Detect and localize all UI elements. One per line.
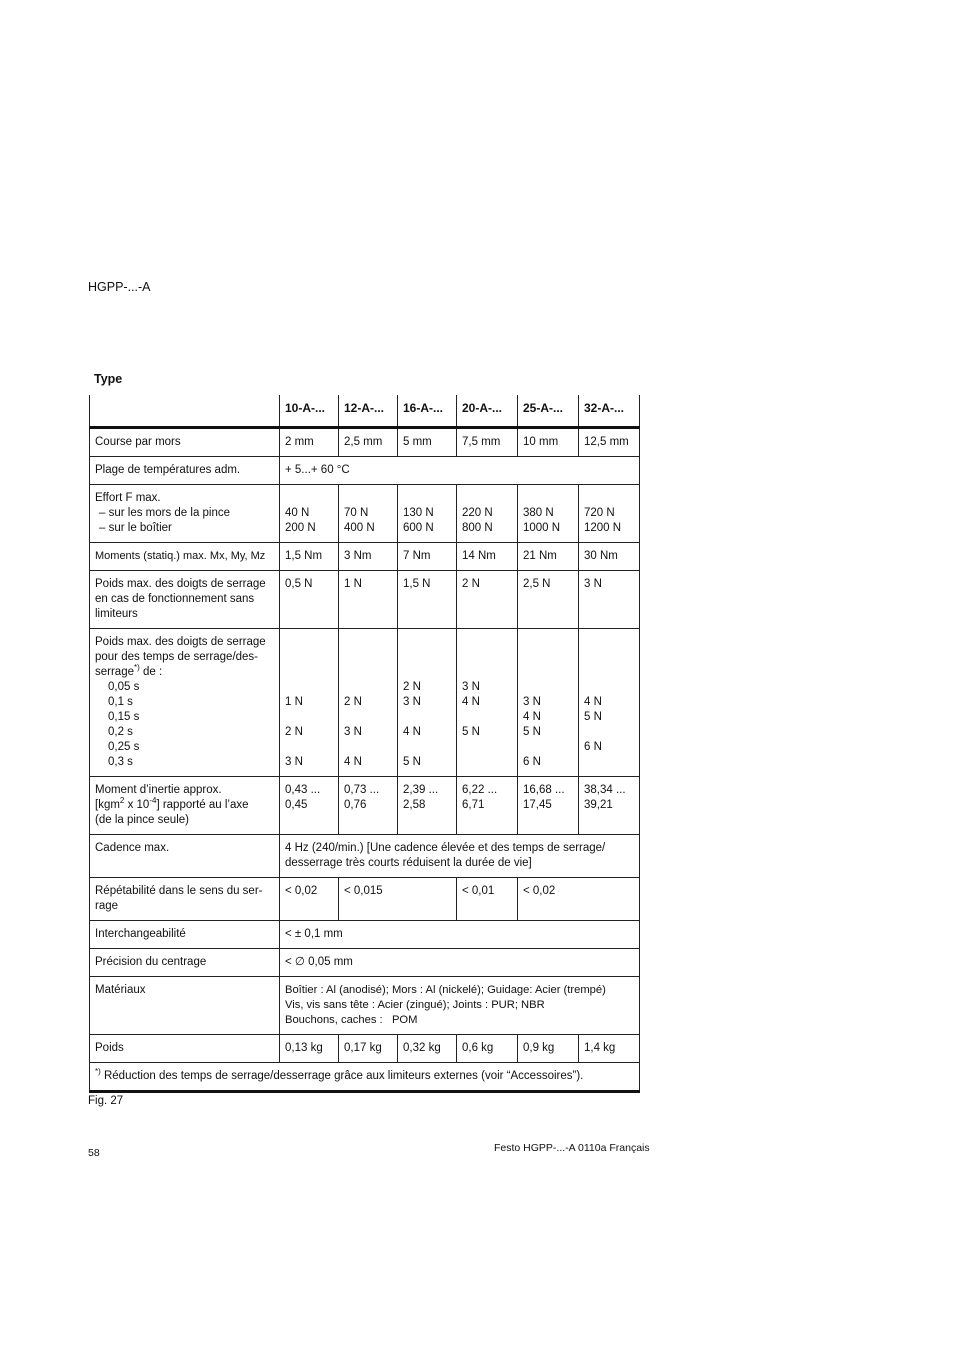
cell-value: 0,13 kg [280,1035,339,1063]
row-label: Poids max. des doigts de serrage pour des temps de serrage/des- serrage*) de : 0,05 s 0,1 s 0,15 s 0,2 s 0,25 s 0,3 s [90,629,280,777]
cell-value: 0,17 kg [339,1035,398,1063]
table-header-row [90,395,640,428]
footer-text: Festo HGPP-...-A 0110a Français [494,1142,650,1154]
cell-value: 4 N 5 N 6 N [579,629,640,777]
cell-value: 1,5 N [398,571,457,629]
type-label: Type [94,372,123,386]
header-empty-cell [90,395,280,428]
cell-value: 10 mm [518,428,579,457]
cell-value: 0,5 N [280,571,339,629]
table-row [90,777,640,835]
cell-value: 38,34 ... 39,21 [579,777,640,835]
row-label: Matériaux [90,977,280,1035]
cell-value: 7,5 mm [457,428,518,457]
cell-value: < 0,02 [280,878,339,921]
cell-value: 1,5 Nm [280,543,339,571]
table-row [90,878,640,921]
table-row [90,1035,640,1063]
cell-value: 130 N 600 N [398,485,457,543]
spec-table [89,395,640,1093]
cell-value: 0,6 kg [457,1035,518,1063]
cell-value: < 0,01 [457,878,518,921]
row-label: Poids max. des doigts de serrage en cas de fonctionnement sans limiteurs [90,571,280,629]
cell-value: 2,5 N [518,571,579,629]
cell-value: < 0,015 [339,878,457,921]
footnote-row [90,1063,640,1092]
cell-value: 2 N [457,571,518,629]
page-number: 58 [88,1147,100,1159]
column-header: 16-A-... [398,395,457,428]
cell-value: 720 N 1200 N [579,485,640,543]
cell-value: 0,9 kg [518,1035,579,1063]
table-row [90,543,640,571]
cell-value: 1 N [339,571,398,629]
cell-value: 1 N 2 N 3 N [280,629,339,777]
column-header: 25-A-... [518,395,579,428]
cell-value: 40 N 200 N [280,485,339,543]
footnote-mark: *) [134,663,140,673]
row-label: Moments (statiq.) max. Mx, My, Mz [90,543,280,571]
cell-value: 5 mm [398,428,457,457]
row-label: Moment d’inertie approx. [kgm$^2$ x $10^{-4}$] rapporté au l’axe (de la pince seule) [90,777,280,835]
cell-value: 14 Nm [457,543,518,571]
row-label: Interchangeabilité [90,921,280,949]
table-row [90,457,640,485]
table-row [90,571,640,629]
table-row [90,977,640,1035]
cell-value: 0,32 kg [398,1035,457,1063]
table-row [90,629,640,777]
cell-value: 12,5 mm [579,428,640,457]
cell-value: 16,68 ... 17,45 [518,777,579,835]
table-row [90,428,640,457]
cell-value: 1,4 kg [579,1035,640,1063]
cell-value: 3 N 4 N 5 N 6 N [518,629,579,777]
table-row [90,921,640,949]
cell-value: Boîtier : Al (anodisé); Mors : Al (nickelé); Guidage: Acier (trempé) Vis, vis sans tête : Acier (zingué); Joints : PUR; NBR Bouchons, caches : POM [280,977,640,1035]
cell-value: < ± 0,1 mm [280,921,640,949]
cell-value: 0,43 ... 0,45 [280,777,339,835]
cell-value: 3 N [579,571,640,629]
cell-value: 30 Nm [579,543,640,571]
cell-value: 21 Nm [518,543,579,571]
cell-value: 2 N 3 N 4 N 5 N [398,629,457,777]
cell-value: 220 N 800 N [457,485,518,543]
cell-value: 3 Nm [339,543,398,571]
cell-value: 70 N 400 N [339,485,398,543]
column-header: 20-A-... [457,395,518,428]
cell-value: 6,22 ... 6,71 [457,777,518,835]
cell-value: 0,73 ... 0,76 [339,777,398,835]
row-label: Cadence max. [90,835,280,878]
cell-value: < ∅ 0,05 mm [280,949,640,977]
footnote: *) Réduction des temps de serrage/desserrage grâce aux limiteurs externes (voir “Accessoires”). [90,1063,640,1092]
label-line: Effort F max. [95,492,161,504]
label-line: – sur les mors de la pince [99,507,231,519]
table-row [90,835,640,878]
cell-value: 2 N 3 N 4 N [339,629,398,777]
row-label: Plage de températures adm. [90,457,280,485]
row-label: Répétabilité dans le sens du ser- rage [90,878,280,921]
cell-value: 4 Hz (240/min.) [Une cadence élevée et des temps de serrage/ desserrage très courts réduisent la durée de vie] [280,835,640,878]
document-header: HGPP-...-A [88,280,151,294]
row-label [90,485,280,543]
cell-value: < 0,02 [518,878,640,921]
cell-value: 7 Nm [398,543,457,571]
column-header: 10-A-... [280,395,339,428]
column-header: 12-A-... [339,395,398,428]
cell-value: + 5...+ 60 °C [280,457,640,485]
table-row [90,485,640,543]
column-header: 32-A-... [579,395,640,428]
cell-value: 2 mm [280,428,339,457]
cell-value: 2,5 mm [339,428,398,457]
figure-caption: Fig. 27 [88,1095,124,1107]
row-label: Précision du centrage [90,949,280,977]
cell-value: 2,39 ... 2,58 [398,777,457,835]
table-row [90,949,640,977]
footnote-mark: *) [95,1067,101,1077]
row-label: Poids [90,1035,280,1063]
row-label: Course par mors [90,428,280,457]
cell-value: 3 N 4 N 5 N [457,629,518,777]
cell-value: 380 N 1000 N [518,485,579,543]
label-line: – sur le boîtier [99,522,172,534]
